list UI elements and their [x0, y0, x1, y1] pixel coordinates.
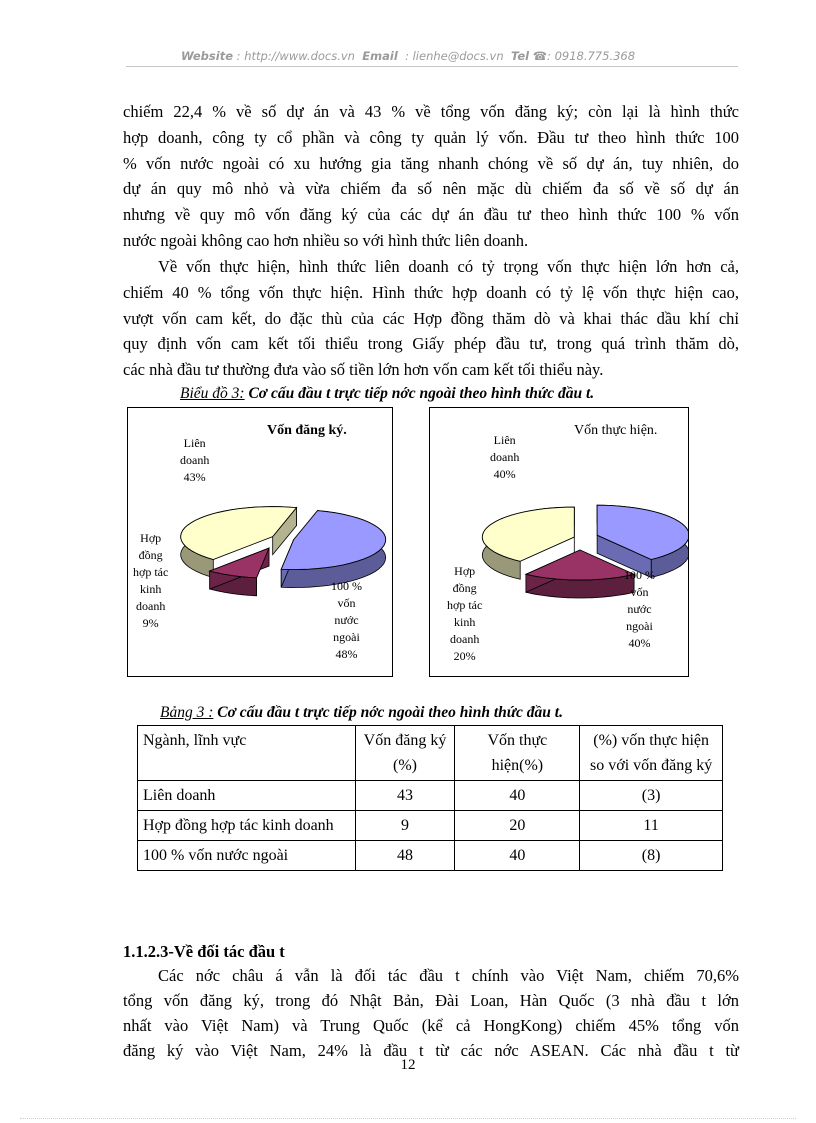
table-cell: 100 % vốn nước ngoài [138, 841, 356, 871]
paragraph-1 [123, 99, 739, 254]
pie-label-line: doanh [490, 450, 520, 464]
page-header [0, 49, 816, 63]
pie-label-line: Liên [183, 436, 206, 450]
pie-label-hop-dong [133, 530, 168, 632]
table-cell: 48 [355, 841, 455, 871]
table-header-row [138, 726, 723, 781]
pie-label-100-von [624, 567, 655, 652]
pie-label-line: 40% [628, 636, 651, 650]
chart-caption-text: Cơ cấu đầu t trực tiếp nớc ngoài theo hình thức đầu t. [244, 385, 595, 402]
text-line: vượt vốn cam kết, do đặc thù của các Hợp đồng thăm dò và khai thác dầu khí chỉ [123, 308, 739, 328]
header-divider [126, 66, 738, 67]
website-value: : http://www.docs.vn [236, 49, 355, 63]
table-cell: 40 [455, 841, 580, 871]
email-label: Email [362, 49, 398, 63]
pie-label-100-von [331, 578, 362, 663]
pie-label-line: 100 % [331, 579, 362, 593]
text-line: Các nớc châu á vẫn là đối tác đầu t chính vào Việt Nam, chiếm 70,6% [158, 966, 739, 985]
email-value: : lienhe@docs.vn [405, 49, 504, 63]
pie-label-line: Hợp [140, 531, 162, 545]
pie-label-line: 100 % [624, 568, 655, 582]
pie-label-line: kinh [454, 615, 476, 629]
table-header-cell: (%) vốn thực hiện so với vốn đăng ký [580, 726, 723, 781]
pie-label-line: ngoài [626, 619, 653, 633]
paragraph-3 [123, 963, 739, 1063]
investment-table [137, 725, 723, 871]
pie-label-line: doanh [180, 453, 210, 467]
paragraph-2 [123, 254, 739, 383]
table-header-cell: Vốn đăng ký (%) [355, 726, 455, 781]
pie-label-line: kinh [140, 582, 162, 596]
table-caption [160, 704, 563, 722]
pie-label-line: hợp tác [447, 598, 483, 612]
pie-label-line: vốn [630, 585, 649, 599]
table-cell: 40 [455, 781, 580, 811]
table-header-cell: Vốn thực hiện(%) [455, 726, 580, 781]
pie-label-line: nước [627, 602, 652, 616]
table-caption-label: Bảng 3 : [160, 704, 214, 721]
table-cell: Hợp đồng hợp tác kinh doanh [138, 811, 356, 841]
table-cell: (8) [580, 841, 723, 871]
text-line: đăng ký vào Việt Nam, 24% là đầu t từ các nớc ASEAN. Các nhà đầu t từ [123, 1041, 739, 1060]
table-cell: 11 [580, 811, 723, 841]
footer-divider [20, 1118, 796, 1119]
table-cell: 43 [355, 781, 455, 811]
pie-label-line: đồng [452, 581, 477, 595]
table-cell: 20 [455, 811, 580, 841]
pie-label-line: ngoài [333, 630, 360, 644]
text-line: hợp doanh, công ty cổ phần và công ty quản lý vốn. Đầu tư theo hình thức 100 [123, 127, 739, 147]
table-row [138, 811, 723, 841]
pie-title: Vốn thực hiện. [574, 423, 658, 438]
page-number: 12 [400, 1057, 416, 1073]
pie-label-line: đồng [138, 548, 163, 562]
pie-title: Vốn đăng ký. [267, 423, 347, 438]
text-line: Về vốn thực hiện, hình thức liên doanh có tỷ trọng vốn thực hiện lớn hơn cả, [158, 257, 739, 276]
text-line: quy định vốn cam kết tối thiểu trong Giấy phép đầu tư, trong quá trình thăm dò, [123, 334, 739, 354]
pie-label-line: doanh [450, 632, 480, 646]
table-row [138, 781, 723, 811]
text-line: nước ngoài không cao hơn nhiều so với hình thức liên doanh. [123, 230, 529, 250]
pie-label-line: nước [334, 613, 359, 627]
pie-chart-implemented [429, 407, 689, 677]
table-cell: (3) [580, 781, 723, 811]
chart-caption-label: Biểu đồ 3: [180, 385, 245, 402]
pie-label-lien-doanh [180, 435, 209, 486]
text-line: chiếm 40 % tổng vốn thực hiện. Hình thức hợp doanh có tỷ lệ vốn thực hiện cao, [123, 282, 739, 302]
table-caption-text: Cơ cấu đầu t trực tiếp nớc ngoài theo hình thức đầu t. [213, 704, 563, 721]
website-label: Website [180, 49, 234, 63]
text-line: tổng vốn đăng ký, trong đó Nhật Bản, Đài Loan, Hàn Quốc (3 nhà đầu t lớn [123, 991, 739, 1010]
pie-label-line: hợp tác [133, 565, 169, 579]
pie-label-line: 20% [453, 649, 476, 663]
table-cell: 9 [355, 811, 455, 841]
text-line: nhưng về quy mô vốn đăng ký của các dự án đầu tư theo hình thức 100 % vốn [123, 205, 739, 225]
pie-label-line: Liên [493, 433, 516, 447]
chart-caption [180, 385, 594, 403]
pie-slice-top [482, 507, 574, 561]
table-row [138, 841, 723, 871]
pie-label-line: doanh [136, 599, 166, 613]
tel-value: ☎: 0918.775.368 [532, 49, 636, 63]
pie-chart-registered [127, 407, 393, 677]
section-title: 1.1.2.3-Về đối tác đầu t [123, 942, 285, 961]
table-cell: Liên doanh [138, 781, 356, 811]
pie-label-line: 43% [183, 470, 206, 484]
text-line: các nhà đầu tư thường đưa vào số tiền lớn hơn vốn cam kết tối thiểu này. [123, 360, 604, 380]
pie-label-lien-doanh [490, 432, 519, 483]
table-header-cell: Ngành, lĩnh vực [138, 726, 356, 781]
pie-label-line: 9% [142, 616, 159, 630]
pie-label-line: Hợp [454, 564, 476, 578]
pie-label-line: 40% [493, 467, 516, 481]
text-line: nhất vào Việt Nam) và Trung Quốc (kể cả HongKong) chiếm 45% tổng vốn [123, 1016, 739, 1035]
text-line: chiếm 22,4 % về số dự án và 43 % về tổng vốn đăng ký; còn lại là hình thức [123, 102, 739, 121]
pie-label-hop-dong [447, 563, 482, 665]
text-line: % vốn nước ngoài có xu hướng gia tăng nhanh chóng về số dự án, tuy nhiên, do [123, 153, 739, 173]
pie-label-line: 48% [335, 647, 358, 661]
pie-label-line: vốn [337, 596, 356, 610]
tel-label: Tel [510, 49, 530, 63]
text-line: dự án quy mô nhỏ và vừa chiếm đa số nên mặc dù chiếm đa số về số dự án [123, 179, 739, 199]
